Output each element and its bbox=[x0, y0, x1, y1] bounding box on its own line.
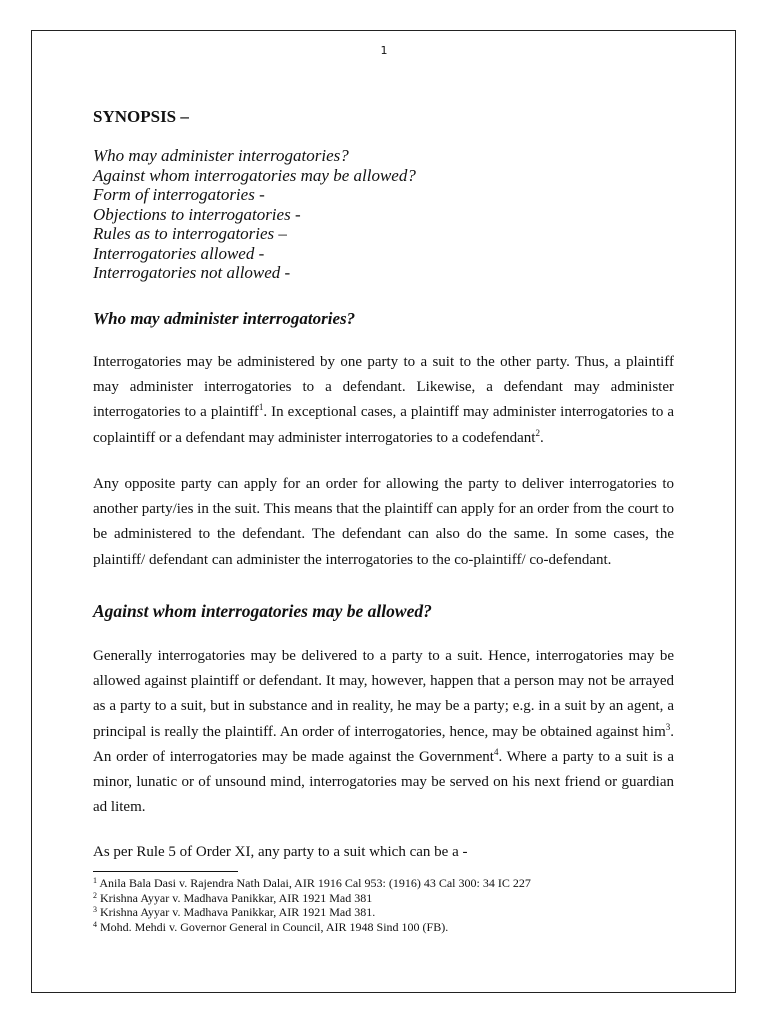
paragraph-text: . bbox=[539, 429, 544, 446]
synopsis-item: Who may administer interrogatories? bbox=[93, 146, 349, 165]
footnote-ref: 4 bbox=[493, 746, 499, 757]
synopsis-item: Interrogatories not allowed - bbox=[93, 263, 291, 282]
paragraph-rule-5: As per Rule 5 of Order XI, any party to a suit which can be a - bbox=[93, 844, 468, 860]
synopsis-title: SYNOPSIS – bbox=[93, 107, 189, 126]
paragraph-who-may-administer bbox=[93, 350, 674, 451]
paragraph-against-whom bbox=[93, 644, 674, 820]
page-number: 1 bbox=[380, 44, 388, 57]
footnote bbox=[93, 876, 674, 891]
section-heading-who-may-administer: Who may administer interrogatories? bbox=[93, 309, 356, 328]
footnote-text: Anila Bala Dasi v. Rajendra Nath Dalai, AIR 1916 Cal 953: (1916) 43 Cal 300: 34 IC 227 bbox=[97, 876, 531, 890]
synopsis-item: Rules as to interrogatories – bbox=[93, 224, 287, 243]
paragraph-text: . In exceptional cases, a plaintiff may administer interrogatories to a coplaintiff or a defendant may administer interrogatories to a codefendant bbox=[93, 404, 675, 446]
footnote-text: Mohd. Mehdi v. Governor General in Council, AIR 1948 Sind 100 (FB). bbox=[97, 919, 449, 934]
footnotes bbox=[93, 876, 674, 934]
footnote bbox=[93, 920, 674, 935]
footnote-separator bbox=[93, 871, 238, 872]
paragraph-opposite-party: Any opposite party can apply for an order for allowing the party to deliver interrogatories to another party/ies in the suit. This means that the plaintiff can apply for an order from the court to be administered to the defendant. The defendant can also do the same. In some cases, the plaintiff/ defendant can administer the interrogatories to the co-plaintiff/ co-defendant. bbox=[93, 476, 674, 568]
synopsis-item: Form of interrogatories - bbox=[93, 185, 265, 204]
section-heading-against-whom: Against whom interrogatories may be allowed? bbox=[93, 601, 432, 621]
paragraph-text: . An order of interrogatories may be made against the Government bbox=[93, 723, 674, 765]
footnote bbox=[93, 891, 674, 906]
footnote-ref: 3 bbox=[665, 721, 671, 732]
synopsis-item: Interrogatories allowed - bbox=[93, 243, 265, 263]
synopsis-list bbox=[93, 146, 674, 283]
footnote bbox=[93, 905, 674, 920]
paragraph-text: Interrogatories may be administered by one party to a suit to the other party. Thus, a plaintiff may administer interrogatories to a defendant. Likewise, a defendant may administer interrogatories to a plaintiff bbox=[93, 354, 674, 421]
paragraph-text: . Where a party to a suit is a minor, lunatic or of unsound mind, interrogatories may be served on his next friend or guardian ad litem. bbox=[93, 748, 675, 816]
footnote-number: 3 bbox=[93, 905, 97, 915]
footnote-number: 2 bbox=[93, 890, 97, 900]
footnote-text: Krishna Ayyar v. Madhava Panikkar, AIR 1921 Mad 381 bbox=[97, 890, 373, 905]
footnote-number: 1 bbox=[93, 876, 97, 885]
synopsis-item: Objections to interrogatories - bbox=[93, 204, 301, 224]
footnote-ref: 1 bbox=[258, 402, 264, 413]
footnote-text: Krishna Ayyar v. Madhava Panikkar, AIR 1921 Mad 381. bbox=[97, 905, 376, 920]
footnote-number: 4 bbox=[93, 919, 97, 929]
footnote-ref: 2 bbox=[535, 427, 540, 438]
paragraph-text: Generally interrogatories may be delivered to a party to a suit. Hence, interrogatories may be allowed against plaintiff or defendant. It may, however, happen that a person may not be arrayed as a party to a suit, but in substance and in reality, he may be a party; e.g. in a suit by an agent, a principal is really the plaintiff. An order of interrogatories, hence, may be obtained against him bbox=[93, 648, 674, 740]
synopsis-item: Against whom interrogatories may be allowed? bbox=[93, 165, 416, 185]
